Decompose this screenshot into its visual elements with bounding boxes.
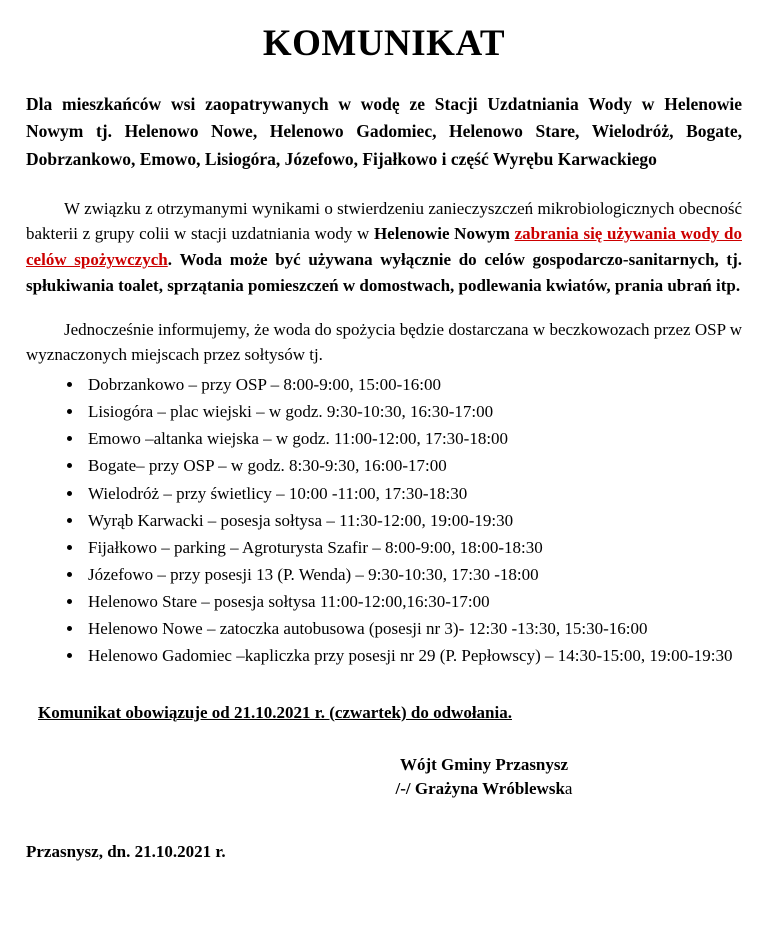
paragraph1-lead: W związku z otrzymanymi wynikami o stwierdzeniu zanieczyszczeń mikrobiologicznych obecność bakterii z grupy colii w stacji uzdatniania wody w [26, 198, 742, 244]
list-item: • Helenowo Stare – posesja sołtysa 11:00-12:00,16:30-17:00 [84, 589, 742, 614]
list-item: • Dobrzankowo – przy OSP – 8:00-9:00, 15:00-16:00 [84, 372, 742, 397]
list-item: • Fijałkowo – parking – Agroturysta Szafir – 8:00-9:00, 18:00-18:30 [84, 535, 742, 560]
paragraph1-period: . [167, 250, 172, 270]
signature-name-tail: a [564, 779, 573, 799]
delivery-paragraph: Jednocześnie informujemy, że woda do spożycia będzie dostarczana w beczkowozach przez OSP w wyznaczonych miejscach przez sołtysów tj. [26, 319, 742, 365]
place-and-date: Przasnysz, dn. 21.10.2021 r. [26, 841, 226, 861]
signature-name [226, 777, 742, 802]
signature-title: Wójt Gminy Przasnysz [399, 754, 569, 774]
list-item: • Lisiogóra – plac wiejski – w godz. 9:30-10:30, 16:30-17:00 [84, 399, 742, 424]
signature-block [26, 753, 742, 802]
paragraph1-rest: Woda może być używana wyłącznie do celów gospodarczo-sanitarnych, tj. spłukiwania toalet, sprzątania pomieszczeń w domostwach, podlewania kwiatów, prania ubrań itp. [26, 250, 743, 296]
delivery-points-list [26, 372, 742, 669]
validity-notice: Komunikat obowiązuje od 21.10.2021 r. (czwartek) do odwołania. [38, 702, 512, 722]
list-item: • Wielodróż – przy świetlicy – 10:00 -11:00, 17:30-18:30 [84, 481, 742, 506]
page-title: KOMUNIKAT [262, 23, 506, 64]
list-item: • Helenowo Gadomiec –kapliczka przy posesji nr 29 (P. Pepłowscy) – 14:30-15:00, 19:00-19:30 [84, 643, 742, 668]
list-item: • Bogate– przy OSP – w godz. 8:30-9:30, 16:00-17:00 [84, 453, 742, 478]
list-item: • Helenowo Nowe – zatoczka autobusowa (posesji nr 3)- 12:30 -13:30, 15:30-16:00 [84, 616, 742, 641]
signature-name-main: /-/ Grażyna Wróblewsk [395, 779, 565, 799]
list-item: • Wyrąb Karwacki – posesja sołtysa – 11:30-12:00, 19:00-19:30 [84, 508, 742, 533]
paragraph1-place: Helenowie Nowym [373, 224, 510, 244]
paragraph1-warning: zabrania się używania wody do celów spożywczych [26, 224, 742, 270]
list-item: • Józefowo – przy posesji 13 (P. Wenda) – 9:30-10:30, 17:30 -18:00 [84, 562, 742, 587]
main-paragraph [26, 196, 742, 299]
addressees-paragraph: Dla mieszkańców wsi zaopatrywanych w wodę ze Stacji Uzdatniania Wody w Helenowie Nowym tj. Helenowo Nowe, Helenowo Gadomiec, Helenowo Stare, Wielodróż, Bogate, Dobrzankowo, Emowo, Lisiogóra, Józefowo, Fijałkowo i część Wyrębu Karwackiego [26, 93, 742, 169]
list-item: • Emowo –altanka wiejska – w godz. 11:00-12:00, 17:30-18:00 [84, 426, 742, 451]
